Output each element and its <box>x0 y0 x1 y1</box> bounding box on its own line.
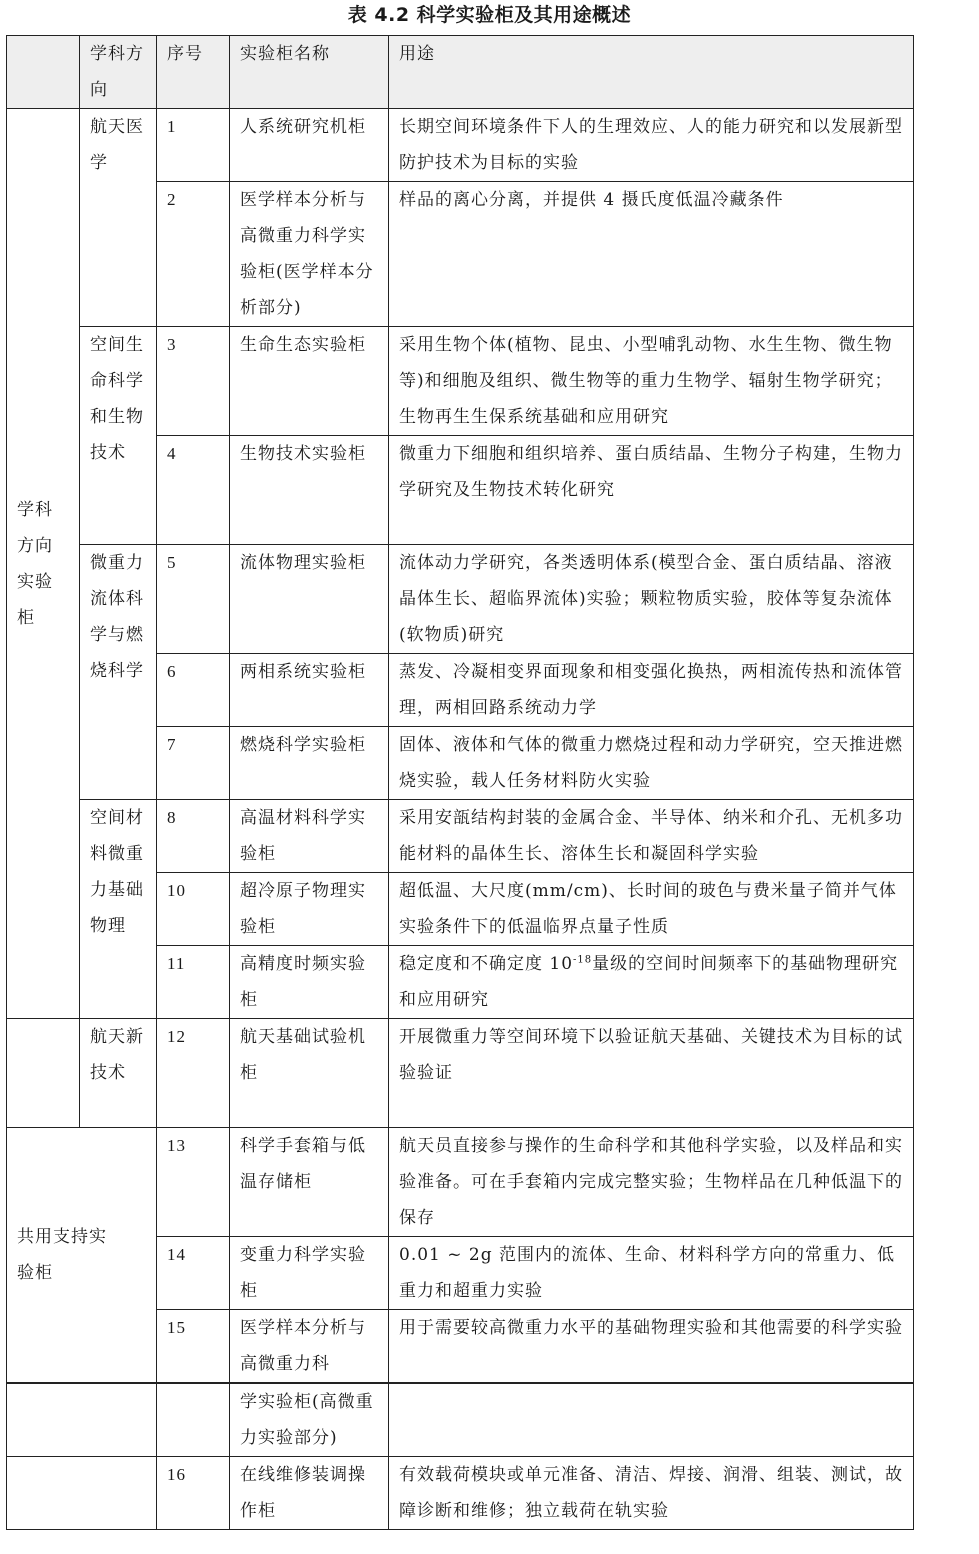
rack-name: 两相系统实验柜 <box>230 654 389 727</box>
header-direction: 学科方向 <box>80 36 157 109</box>
rack-name: 高精度时频实验柜 <box>230 946 389 1019</box>
row-number: 4 <box>157 436 230 545</box>
rack-name: 高温材料科学实验柜 <box>230 800 389 873</box>
row-number <box>157 1383 230 1457</box>
rack-name: 燃烧科学实验柜 <box>230 727 389 800</box>
row-number: 13 <box>157 1128 230 1237</box>
table-row <box>7 109 914 182</box>
rack-use: 微重力下细胞和组织培养、蛋白质结晶、生物分子构建，生物力学研究及生物技术转化研究 <box>389 436 914 545</box>
rack-name: 变重力科学实验柜 <box>230 1237 389 1310</box>
group-discipline: 学科方向实验柜 <box>7 109 80 1019</box>
rack-use: 有效载荷模块或单元准备、清洁、焊接、润滑、组装、测试，故障诊断和维修；独立载荷在轨实验 <box>389 1457 914 1530</box>
subgroup-space-materials: 空间材料微重力基础物理 <box>80 800 157 1019</box>
header-use: 用途 <box>389 36 914 109</box>
subgroup-aerospace-medicine: 航天医学 <box>80 109 157 327</box>
rack-name: 医学样本分析与高微重力科 <box>230 1310 389 1384</box>
rack-use <box>389 1383 914 1457</box>
rack-name: 人系统研究机柜 <box>230 109 389 182</box>
rack-use: 采用生物个体(植物、昆虫、小型哺乳动物、水生生物、微生物等)和细胞及组织、微生物等的重力生物学、辐射生物学研究；生物再生生保系统基础和应用研究 <box>389 327 914 436</box>
table-row <box>7 1457 914 1530</box>
table-row <box>7 1383 914 1457</box>
table-row <box>7 545 914 654</box>
row-number: 5 <box>157 545 230 654</box>
subgroup-microgravity-fluid: 微重力流体科学与燃烧科学 <box>80 545 157 800</box>
header-number: 序号 <box>157 36 230 109</box>
rack-name: 学实验柜(高微重力实验部分) <box>230 1383 389 1457</box>
subgroup-new-tech: 航天新技术 <box>80 1019 157 1128</box>
group-shared-support: 共用支持实验柜 <box>7 1128 157 1384</box>
rack-name: 超冷原子物理实验柜 <box>230 873 389 946</box>
rack-use: 航天员直接参与操作的生命科学和其他科学实验，以及样品和实验准备。可在手套箱内完成完整实验；生物样品在几种低温下的保存 <box>389 1128 914 1237</box>
table-row <box>7 1019 914 1128</box>
row-number: 8 <box>157 800 230 873</box>
table-row <box>7 327 914 436</box>
row-number: 15 <box>157 1310 230 1384</box>
rack-use: 用于需要较高微重力水平的基础物理实验和其他需要的科学实验 <box>389 1310 914 1384</box>
rack-use: 长期空间环境条件下人的生理效应、人的能力研究和以发展新型防护技术为目标的实验 <box>389 109 914 182</box>
rack-name: 科学手套箱与低温存储柜 <box>230 1128 389 1237</box>
row-number: 14 <box>157 1237 230 1310</box>
row-number: 11 <box>157 946 230 1019</box>
table-header-row <box>7 36 914 109</box>
table-row <box>7 1128 914 1237</box>
table-row <box>7 800 914 873</box>
experiment-rack-table <box>6 35 914 1530</box>
group-blank <box>7 1457 157 1530</box>
rack-name: 医学样本分析与高微重力科学实验柜(医学样本分析部分) <box>230 182 389 327</box>
header-empty <box>7 36 80 109</box>
rack-use: 稳定度和不确定度 $10^{-18}$量级的空间时间频率下的基础物理研究和应用研究 <box>389 946 914 1019</box>
row-number: 12 <box>157 1019 230 1128</box>
row-number: 1 <box>157 109 230 182</box>
rack-name: 流体物理实验柜 <box>230 545 389 654</box>
subgroup-space-life-science: 空间生命科学和生物技术 <box>80 327 157 545</box>
row-number: 16 <box>157 1457 230 1530</box>
row-number: 7 <box>157 727 230 800</box>
rack-use: 0.01 ~ 2g 范围内的流体、生命、材料科学方向的常重力、低重力和超重力实验 <box>389 1237 914 1310</box>
rack-use: 开展微重力等空间环境下以验证航天基础、关键技术为目标的试验验证 <box>389 1019 914 1128</box>
rack-name: 生命生态实验柜 <box>230 327 389 436</box>
header-name: 实验柜名称 <box>230 36 389 109</box>
group-blank <box>7 1019 80 1128</box>
table-caption: 表 4.2 科学实验柜及其用途概述 <box>347 4 632 26</box>
rack-use: 蒸发、冷凝相变界面现象和相变强化换热，两相流传热和流体管理，两相回路系统动力学 <box>389 654 914 727</box>
row-number: 3 <box>157 327 230 436</box>
row-number: 6 <box>157 654 230 727</box>
rack-name: 航天基础试验机柜 <box>230 1019 389 1128</box>
rack-use: 采用安瓿结构封装的金属合金、半导体、纳米和介孔、无机多功能材料的晶体生长、溶体生长和凝固科学实验 <box>389 800 914 873</box>
rack-name: 在线维修装调操作柜 <box>230 1457 389 1530</box>
rack-use: 固体、液体和气体的微重力燃烧过程和动力学研究，空天推进燃烧实验，载人任务材料防火实验 <box>389 727 914 800</box>
row-number: 2 <box>157 182 230 327</box>
rack-use: 流体动力学研究，各类透明体系(模型合金、蛋白质结晶、溶液晶体生长、超临界流体)实验；颗粒物质实验，胶体等复杂流体(软物质)研究 <box>389 545 914 654</box>
group-blank <box>7 1383 157 1457</box>
rack-use: 超低温、大尺度(mm/cm)、长时间的玻色与费米量子简并气体实验条件下的低温临界点量子性质 <box>389 873 914 946</box>
rack-use: 样品的离心分离，并提供 4 摄氏度低温冷藏条件 <box>389 182 914 327</box>
row-number: 10 <box>157 873 230 946</box>
rack-name: 生物技术实验柜 <box>230 436 389 545</box>
